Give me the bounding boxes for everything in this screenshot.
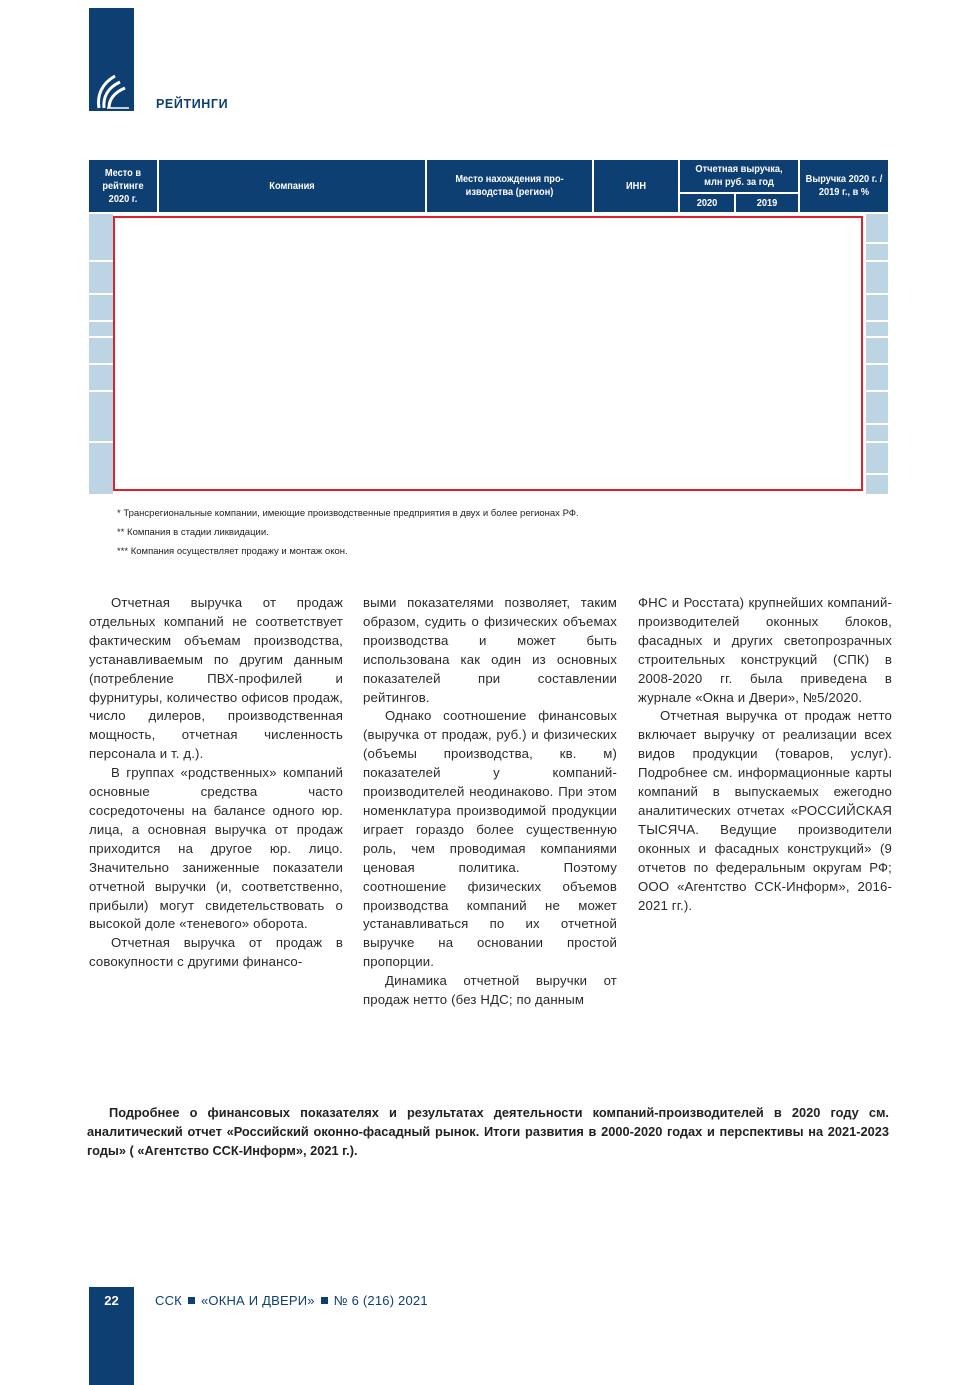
col-revenue-2020: 2020	[696, 196, 718, 209]
magazine-logo-icon	[93, 66, 131, 110]
page-number: 22	[104, 1293, 119, 1308]
col-rank: Место в рейтинге 2020 г.	[102, 166, 144, 205]
paragraph: Отчетная выручка от продаж нетто включает выручку от реализации всех видов продукции (товаров, услуг). Подробнее см. информационные карты компаний в выпускаемых ежегодно аналитических отчетах «РОССИЙСКАЯ ТЫСЯЧА. Ведущие производители оконных и фасадных конструкций» (9 отчетов по федеральным округам РФ; ООО «Агентство ССК-Информ», 2016-2021 гг.).	[638, 708, 892, 913]
footer-issue: № 6 (216) 2021	[333, 1293, 428, 1308]
redacted-table-rows	[113, 216, 863, 491]
paragraph: В группах «родственных» компаний основные средства часто сосредоточены на балансе одного юр. лица, а основная выручка от продаж приходится на другое юр. лицо. Значительно заниженные показатели отчетной выручки (и, соответственно, прибыли) могут свидетельствовать о высокой доле «теневого» оборота.	[89, 765, 343, 932]
table-header	[89, 160, 888, 212]
table-notes	[117, 504, 579, 561]
section-title: РЕЙТИНГИ	[156, 97, 229, 111]
note-sales-install: *** Компания осуществляет продажу и монтаж окон.	[117, 546, 348, 557]
paragraph: ФНС и Росстата) крупнейших компаний-производителей оконных блоков, фасадных и других светопрозрачных строительных конструкций (СПК) в 2008-2020 гг. была приведена в журнале «Окна и Двери», №5/2020.	[638, 595, 892, 705]
paragraph: Отчетная выручка от продаж отдельных компаний не соответствует фактическим объемам производства, устанавливаемым по другим данным (потребление ПВХ-профилей и фурнитуры, количество офисов продаж, число дилеров, производственная мощность, отчетная численность персонала и т. д.).	[89, 595, 343, 762]
paragraph: Отчетная выручка от продаж в совокупности с другими финансо-	[89, 935, 343, 970]
note-liquidation: ** Компания в стадии ликвидации.	[117, 527, 269, 538]
article-column-3	[638, 594, 892, 915]
col-revenue-group: Отчетная выручка, млн руб. за год	[695, 163, 783, 188]
paragraph: Однако соотношение финансовых (выручка от продаж, руб.) и физических (объемы производства, кв. м) показателей у компаний-производителей неодинаково. При этом номенклатура производимой продукции играет гораздо более существенную роль, чем проводимая компаниями ценовая политика. Поэтому соотношение физических объемов производства компаний не может устанавливаться по их отчетной выручке на основании простой пропорции.	[363, 708, 617, 970]
footer-publisher: ССК	[155, 1293, 182, 1308]
paragraph: Динамика отчетной выручки от продаж нетто (без НДС; по данным	[363, 973, 617, 1008]
col-company: Компания	[269, 179, 315, 192]
rank-column-stripe	[89, 214, 113, 494]
square-bullet-icon	[321, 1297, 328, 1304]
col-region: Место нахождения про-изводства (регион)	[455, 173, 564, 198]
reference-note: Подробнее о финансовых показателях и результатах деятельности компаний-производителей в 2020 году см. аналитический отчет «Российский оконно-фасадный рынок. Итоги развития в 2000-2020 годах и перспективы на 2021-2023 годы» ( «Агентство ССК-Информ», 2021 г.).	[87, 1105, 889, 1158]
col-revenue-2019: 2019	[756, 196, 778, 209]
col-inn: ИНН	[626, 179, 646, 192]
ratings-table	[89, 160, 888, 212]
article-column-1	[89, 594, 343, 972]
note-transregional: * Трансрегиональные компании, имеющие производственные предприятия в двух и более регионах РФ.	[117, 508, 579, 519]
paragraph: выми показателями позволяет, таким образом, судить о физических объемах производства и может быть использована как один из основных показателей при составлении рейтингов.	[363, 595, 617, 705]
page-number-block	[89, 1287, 134, 1385]
running-footer	[155, 1293, 428, 1308]
logo-block	[89, 8, 134, 111]
footer-magazine: «ОКНА И ДВЕРИ»	[200, 1293, 315, 1308]
col-revenue-ratio: Выручка 2020 г. / 2019 г., в %	[805, 173, 883, 198]
table-body	[89, 214, 888, 494]
square-bullet-icon	[188, 1297, 195, 1304]
ratio-column-stripe	[866, 214, 888, 494]
article-column-2	[363, 594, 617, 1010]
